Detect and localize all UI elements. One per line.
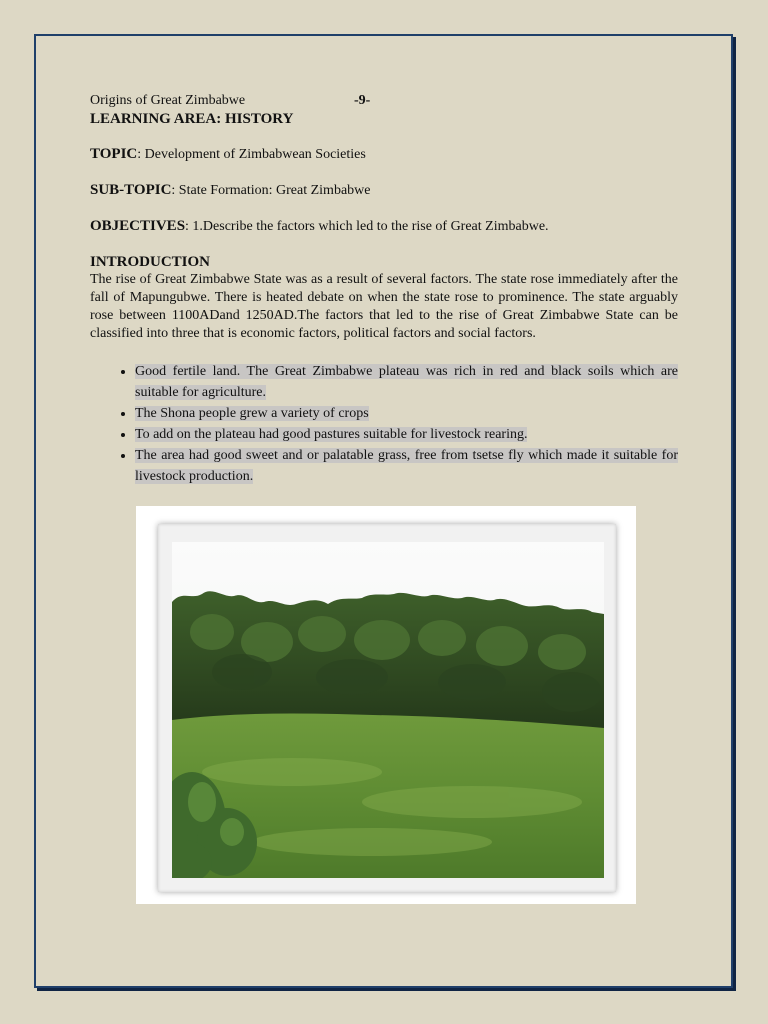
doc-title: Origins of Great Zimbabwe (90, 93, 246, 108)
list-item-text: The area had good sweet and or palatable grass, free from tsetse fly which made it suitable for livestock production. (135, 448, 678, 484)
learning-area: LEARNING AREA: HISTORY (90, 111, 294, 127)
objectives-value: : 1.Describe the factors which led to the rise of Great Zimbabwe. (185, 219, 549, 234)
factor-list (90, 361, 678, 487)
objectives-label: OBJECTIVES (90, 218, 186, 234)
topic-value: : Development of Zimbabwean Societies (137, 147, 366, 162)
list-item (135, 445, 678, 487)
photo-frame (136, 506, 636, 904)
landscape-photo (172, 542, 604, 878)
topic-label: TOPIC (90, 146, 138, 162)
list-item (135, 361, 678, 403)
introduction-text: The rise of Great Zimbabwe State was as a result of several factors. The state rose immediately after the fall of Mapungubwe. There is heated debate on when the state rose to prominence. The state arguably rose between 1100ADand 1250AD.The factors that led to the rise of Great Zimbabwe State can be classified into three that is economic factors, political factors and social factors. (90, 272, 678, 341)
list-item-text: Good fertile land. The Great Zimbabwe plateau was rich in red and black soils which are suitable for agriculture. (135, 364, 678, 400)
photo-mat (158, 524, 616, 892)
running-header (90, 92, 678, 110)
list-item (135, 403, 678, 424)
sub-topic-value: : State Formation: Great Zimbabwe (171, 183, 371, 198)
objectives-line (90, 217, 678, 236)
list-item-text: To add on the plateau had good pastures suitable for livestock rearing. (135, 427, 528, 442)
page-number: -9- (354, 93, 371, 108)
sub-topic-line (90, 181, 678, 200)
list-item-text: The Shona people grew a variety of crops (135, 406, 369, 421)
topic-line (90, 145, 678, 164)
introduction-heading: INTRODUCTION (90, 254, 211, 270)
list-item (135, 424, 678, 445)
sub-topic-label: SUB-TOPIC (90, 182, 172, 198)
document-content (90, 92, 678, 487)
